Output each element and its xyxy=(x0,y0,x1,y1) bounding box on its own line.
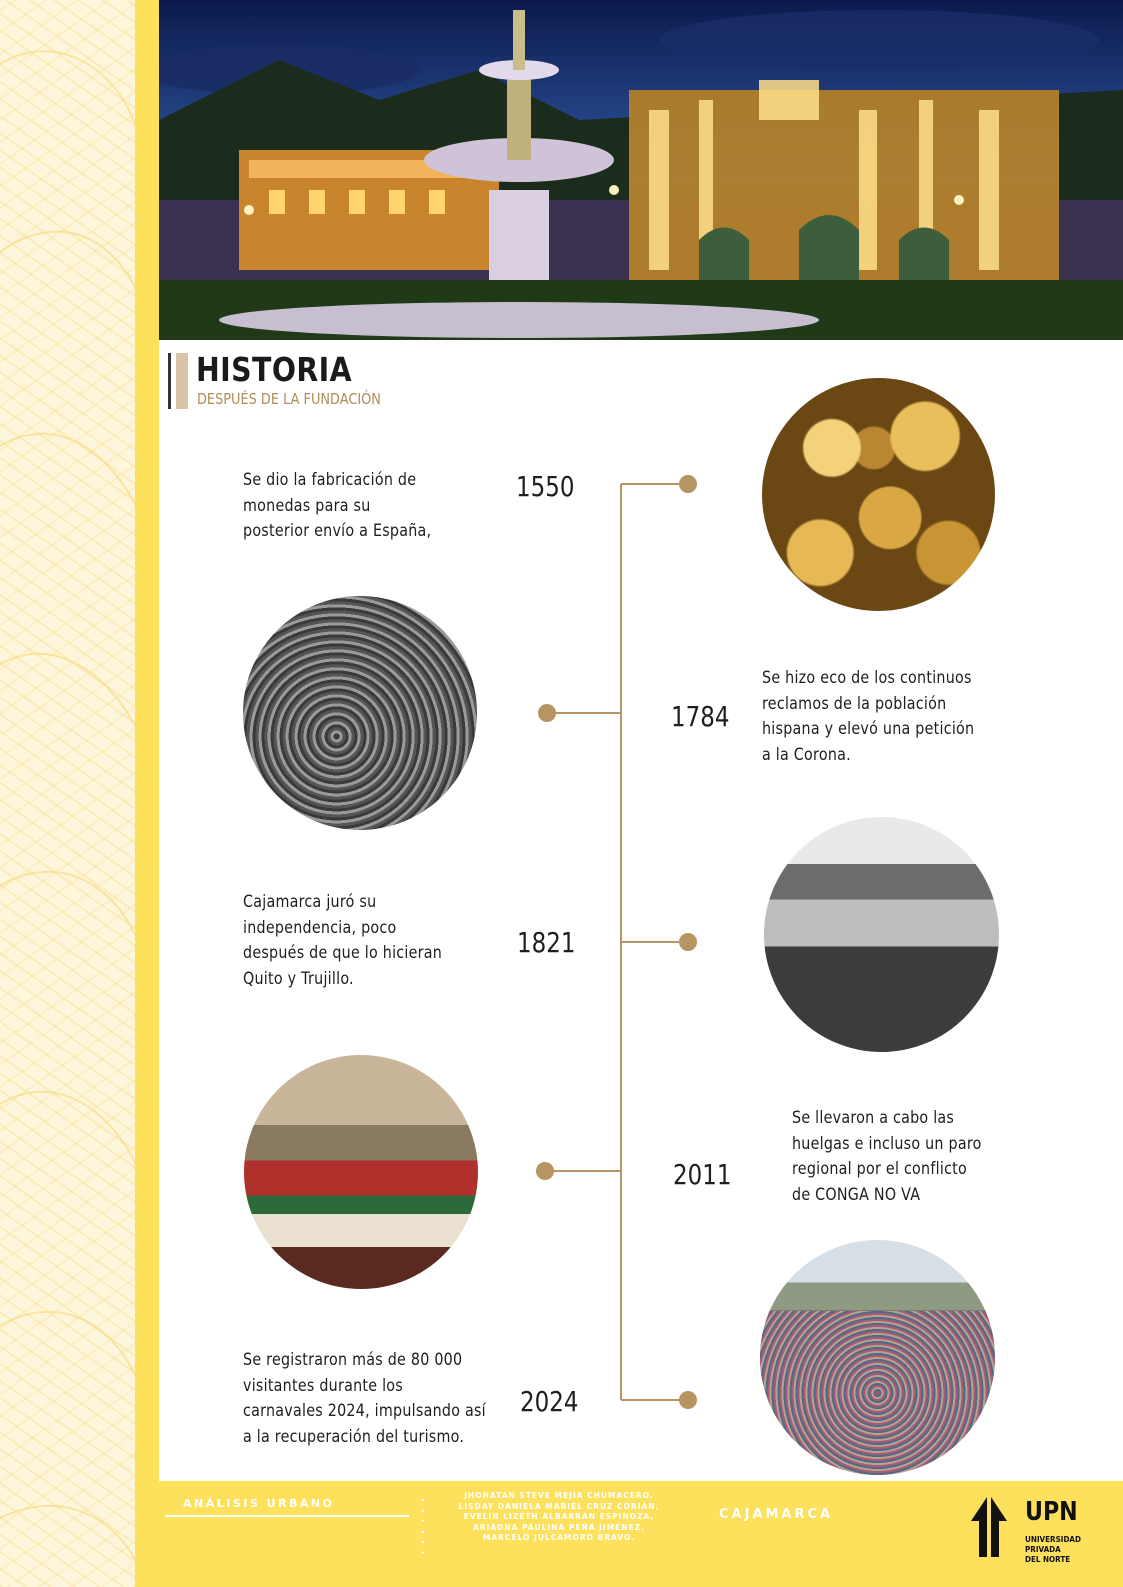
footer-bullets: • • • • • • xyxy=(421,1495,425,1558)
author-name: MARCELO JULCAMORO BRAVO. xyxy=(482,1533,636,1542)
footer-section-label: ANÁLISIS URBANO xyxy=(183,1497,335,1510)
footer-authors xyxy=(439,1491,679,1544)
page-title: HISTORIA xyxy=(196,350,353,389)
timeline-year-2024: 2024 xyxy=(520,1385,579,1418)
footer-divider xyxy=(165,1515,409,1517)
coins-photo xyxy=(762,378,995,611)
timeline-text-2011: Se llevaron a cabo las huelgas e incluso un paro regional por el conflicto de CONGA NO VA xyxy=(792,1108,982,1205)
logo-subtitle: UNIVERSIDAD PRIVADA DEL NORTE xyxy=(1025,1535,1081,1564)
author-name: LISDAY DANIELA MARIEL CRUZ CORIÁN, xyxy=(458,1501,660,1511)
timeline-text-1821: Cajamarca juró su independencia, poco después de que lo hicieran Quito y Trujillo. xyxy=(243,892,443,989)
upn-logo xyxy=(967,1491,1087,1583)
timeline-dot-2024 xyxy=(679,1391,697,1409)
historic-street-photo xyxy=(764,817,999,1052)
historic-crowd-photo xyxy=(243,596,477,830)
upn-arrow-icon xyxy=(967,1491,1023,1563)
footer-city: CAJAMARCA xyxy=(719,1507,834,1522)
conga-protest-photo xyxy=(244,1055,478,1289)
timeline-text-1550: Se dio la fabricación de monedas para su posterior envío a España, xyxy=(243,470,432,541)
footer xyxy=(159,1481,1123,1587)
author-name: JHONATAN STEVE MEJÍA CHUMACERO, xyxy=(464,1491,654,1500)
timeline-year-1784: 1784 xyxy=(671,700,730,733)
carnival-crowd-photo xyxy=(760,1240,995,1475)
timeline-dot-2011 xyxy=(536,1162,554,1180)
timeline-text-2024: Se registraron más de 80 000 visitantes durante los carnavales 2024, impulsando así a la recuperación del turismo. xyxy=(243,1350,486,1447)
timeline-year-1550: 1550 xyxy=(516,470,575,503)
timeline-year-1821: 1821 xyxy=(517,926,576,959)
timeline-year-2011: 2011 xyxy=(673,1158,732,1191)
timeline-dot-1550 xyxy=(679,475,697,493)
page-subtitle: DESPUÉS DE LA FUNDACIÓN xyxy=(197,390,381,408)
timeline-text-1784: Se hizo eco de los continuos reclamos de la población hispana y elevó una petición a la Corona. xyxy=(762,668,975,765)
author-name: ARIADNA PAULINA PEÑA JIMÉNEZ, xyxy=(473,1522,645,1532)
author-name: EVELIN LIZETH ALBARRÁN ESPINOZA, xyxy=(463,1512,655,1521)
logo-text: UPN xyxy=(1025,1497,1078,1527)
timeline-dot-1821 xyxy=(679,933,697,951)
timeline-dot-1784 xyxy=(538,704,556,722)
